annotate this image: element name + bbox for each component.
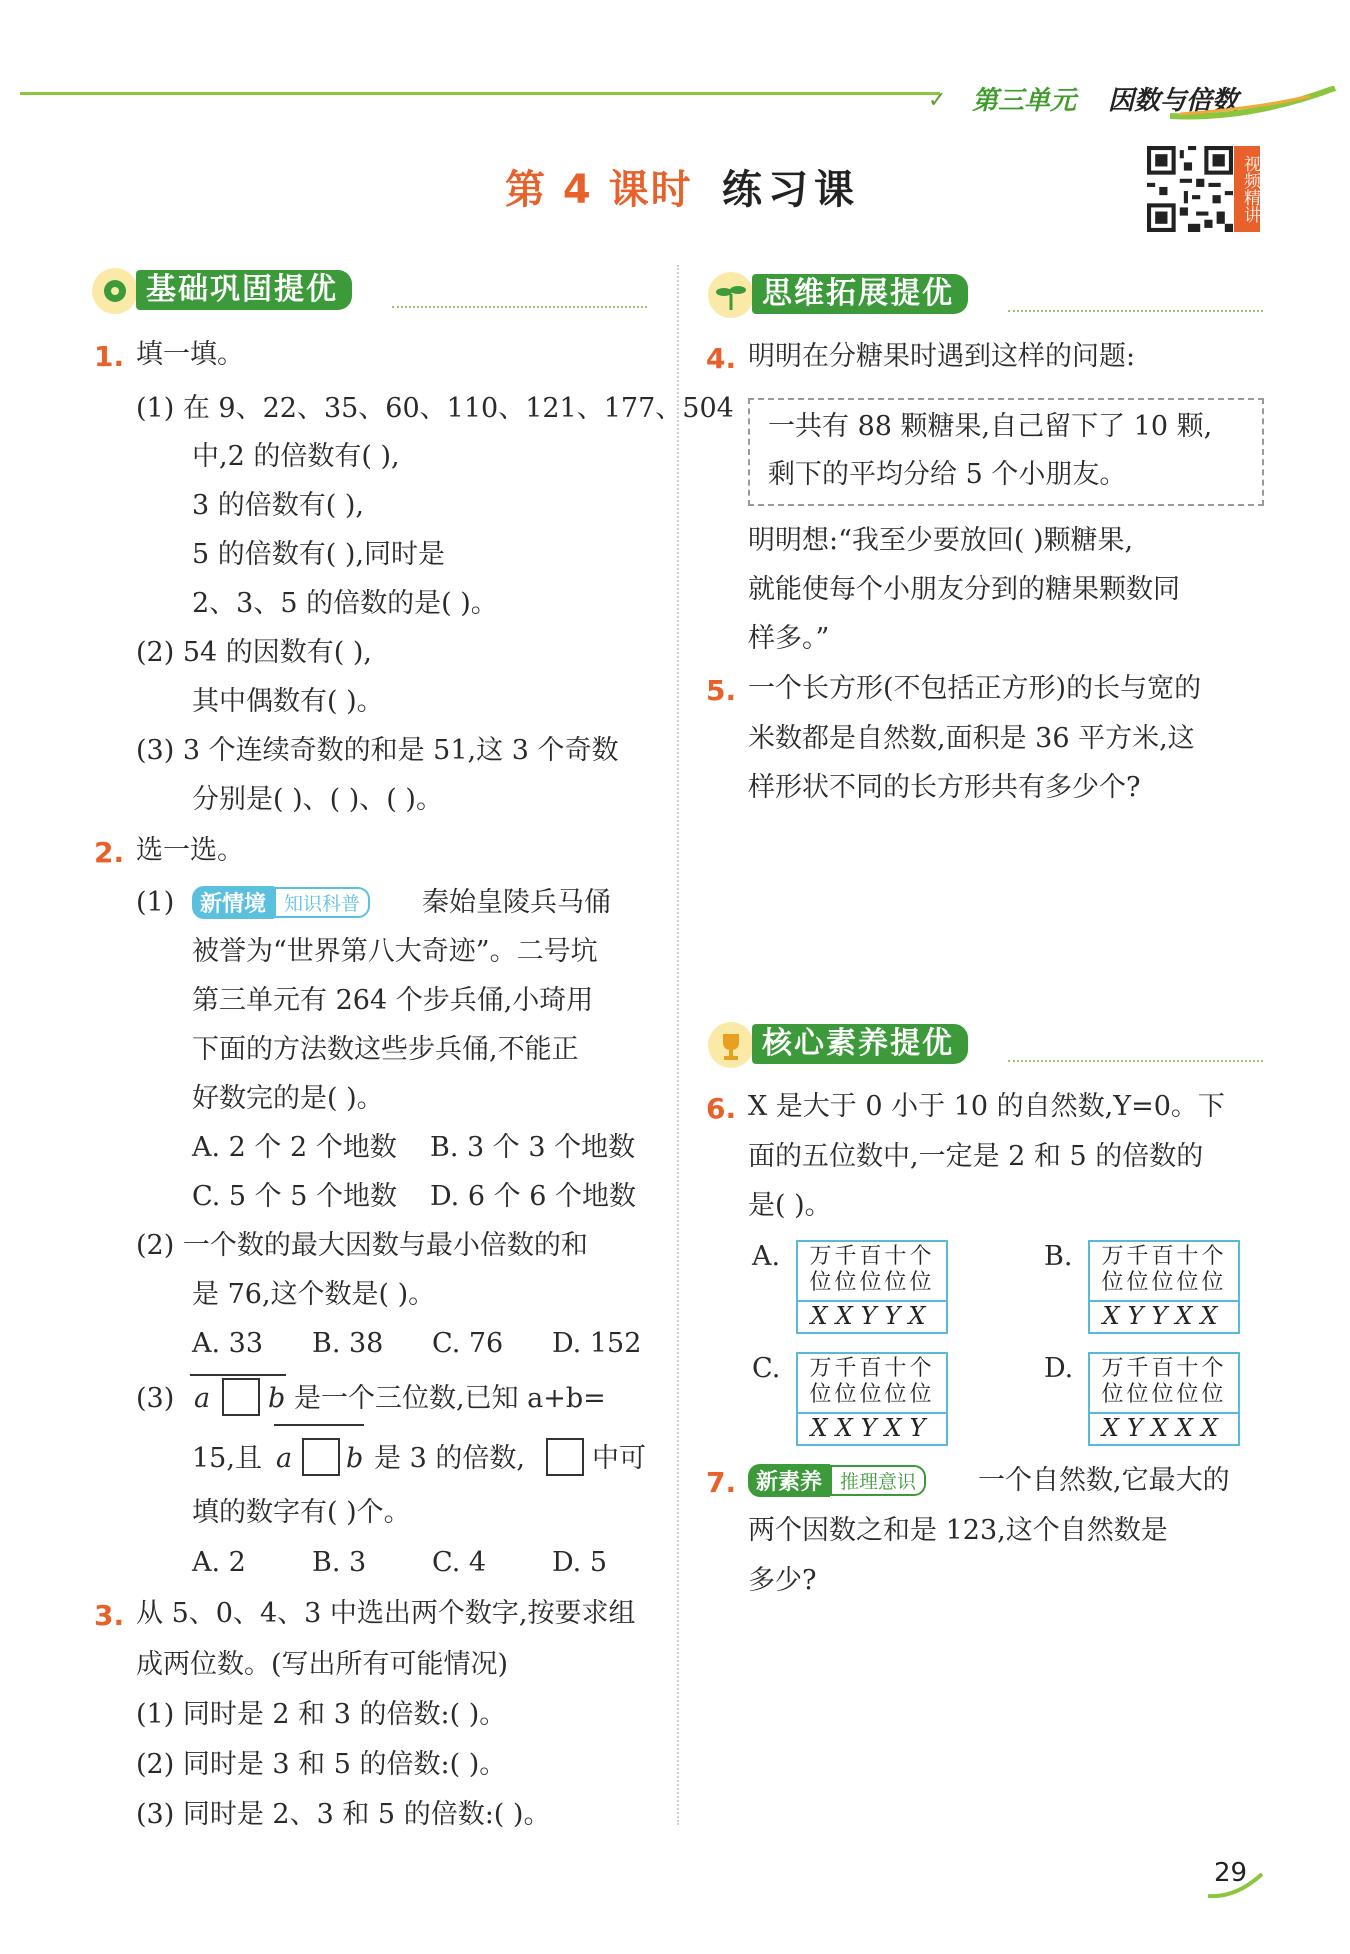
answer-line: (2) 同时是 3 和 5 的倍数:( )。 [136, 1749, 507, 1780]
answer-line: 明明想:“我至少要放回( )颗糖果, [748, 525, 1134, 556]
var-a: a [194, 1383, 211, 1414]
section-core-header [708, 1022, 1268, 1066]
blank-box[interactable] [222, 1378, 260, 1416]
question-title: 选一选。 [136, 835, 244, 866]
question-number: 5. [706, 674, 737, 707]
option[interactable]: D. 152 [552, 1328, 642, 1359]
question-number: 4. [706, 342, 737, 375]
badge-sub: 推理意识 [830, 1465, 926, 1496]
place-value-table-d[interactable]: 万千百十个 位位位位位 XYXXX [1088, 1352, 1240, 1446]
sprout-icon [708, 272, 754, 318]
text-line: 一个长方形(不包括正方形)的长与宽的 [748, 673, 1202, 704]
section-title: 基础巩固提优 [136, 270, 352, 310]
text-line: (2) 一个数的最大因数与最小倍数的和 [136, 1230, 588, 1261]
option[interactable]: D. 6 个 6 个地数 [430, 1181, 636, 1212]
option[interactable]: D. 5 [552, 1547, 608, 1578]
option-label[interactable]: B. [1044, 1241, 1073, 1272]
text-line: 一个自然数,它最大的 [978, 1465, 1230, 1496]
answer-line: 好数完的是( )。 [192, 1083, 384, 1114]
option[interactable]: A. 2 [192, 1547, 246, 1578]
option[interactable]: C. 76 [432, 1328, 504, 1359]
answer-line: 是( )。 [748, 1190, 832, 1221]
question-number: 2. [94, 836, 125, 869]
section-basic-header [92, 268, 652, 312]
text-line: 15,且 [192, 1443, 262, 1474]
question-number: 7. [706, 1466, 737, 1499]
text-line: 样形状不同的长方形共有多少个? [748, 772, 1141, 803]
digits: XXYXY [810, 1414, 934, 1442]
text-line: 被誉为“世界第八大奇迹”。二号坑 [192, 936, 598, 967]
text-line: 样多。” [748, 623, 830, 654]
answer-line: 分别是( )、( )、( )。 [192, 784, 443, 815]
text-line: 是 3 的倍数, [374, 1443, 525, 1474]
header-rule [20, 92, 940, 95]
blank-box[interactable] [546, 1438, 584, 1476]
option[interactable]: B. 38 [312, 1328, 384, 1359]
option-label[interactable]: C. [752, 1353, 781, 1384]
answer-line: 2、3、5 的倍数的是( )。 [192, 588, 498, 619]
text-line: 成两位数。(写出所有可能情况) [136, 1649, 509, 1680]
sub-label: (1) [136, 887, 175, 918]
var-b: b [268, 1383, 286, 1414]
digits: XYYXX [1102, 1302, 1226, 1330]
var-b: b [346, 1443, 364, 1474]
option-label[interactable]: D. [1044, 1353, 1074, 1384]
swoosh-decoration [1170, 86, 1340, 126]
question-number: 1. [94, 340, 125, 373]
context-badge [192, 886, 370, 919]
question-title: 填一填。 [136, 339, 244, 370]
answer-line: 是 76,这个数是( )。 [192, 1279, 436, 1310]
column-divider [677, 265, 679, 1825]
check-icon: ✓ [928, 88, 947, 113]
qr-code-icon[interactable] [1147, 146, 1233, 232]
text-line: (3) 3 个连续奇数的和是 51,这 3 个奇数 [136, 735, 619, 766]
video-label: 视频精讲 [1234, 146, 1260, 232]
answer-line: 3 的倍数有( ), [192, 490, 364, 521]
text-line: 中可 [592, 1443, 646, 1474]
answer-line: 填的数字有( )个。 [192, 1497, 411, 1528]
answer-line: 中,2 的倍数有( ), [192, 441, 400, 472]
question-number: 3. [94, 1599, 125, 1632]
text-line: 是一个三位数,已知 a+b= [294, 1383, 606, 1414]
unit-title: 因数与倍数 [1108, 86, 1239, 116]
text-line: 多少? [748, 1565, 817, 1596]
text-line: 面的五位数中,一定是 2 和 5 的倍数的 [748, 1141, 1204, 1172]
lesson-subtitle: 练习课 [722, 167, 860, 213]
option[interactable]: A. 2 个 2 个地数 [192, 1132, 397, 1163]
text-line: X 是大于 0 小于 10 的自然数,Y=0。下 [748, 1091, 1225, 1122]
badge-main: 新情境 [192, 886, 274, 919]
sub-label: (3) [136, 1383, 175, 1414]
option[interactable]: A. 33 [192, 1328, 264, 1359]
place-value-table-a[interactable]: 万千百十个 位位位位位 XXYYX [796, 1240, 948, 1334]
answer-line: 其中偶数有( )。 [192, 686, 384, 717]
place-value-table-b[interactable]: 万千百十个 位位位位位 XYYXX [1088, 1240, 1240, 1334]
unit-label: 第三单元 [972, 86, 1077, 116]
digits: XYXXX [1101, 1414, 1227, 1442]
overline [274, 1424, 364, 1426]
blank-box[interactable] [302, 1438, 340, 1476]
lesson-title: 第 4 课时 [505, 167, 693, 213]
option[interactable]: B. 3 [312, 1547, 367, 1578]
box-line: 剩下的平均分给 5 个小朋友。 [768, 459, 1127, 490]
text-line: 从 5、0、4、3 中选出两个数字,按要求组 [136, 1598, 636, 1629]
digits: XXYYX [810, 1302, 934, 1330]
overline [190, 1374, 286, 1376]
text-line: 第三单元有 264 个步兵俑,小琦用 [192, 985, 594, 1016]
option[interactable]: C. 4 [432, 1547, 487, 1578]
option-label[interactable]: A. [752, 1241, 781, 1272]
section-title: 核心素养提优 [752, 1024, 968, 1064]
answer-line: 5 的倍数有( ),同时是 [192, 539, 445, 570]
text-line: 明明在分糖果时遇到这样的问题: [748, 341, 1136, 372]
literacy-badge [748, 1464, 926, 1497]
option[interactable]: C. 5 个 5 个地数 [192, 1181, 397, 1212]
badge-sub: 知识科普 [274, 887, 370, 918]
text-line: (1) 在 9、22、35、60、110、121、177、504 [136, 393, 734, 424]
answer-line: (3) 同时是 2、3 和 5 的倍数:( )。 [136, 1799, 551, 1830]
trophy-icon [708, 1022, 754, 1068]
text-line: 米数都是自然数,面积是 36 平方米,这 [748, 723, 1195, 754]
page-number: 29 [1214, 1858, 1248, 1888]
var-a: a [276, 1443, 293, 1474]
badge-main: 新素养 [748, 1464, 830, 1497]
text-line: 秦始皇陵兵马俑 [422, 887, 611, 918]
section-title: 思维拓展提优 [752, 274, 968, 314]
answer-line: (2) 54 的因数有( ), [136, 637, 372, 668]
option[interactable]: B. 3 个 3 个地数 [430, 1132, 636, 1163]
text-line: 下面的方法数这些步兵俑,不能正 [192, 1034, 579, 1065]
text-line: 两个因数之和是 123,这个自然数是 [748, 1515, 1168, 1546]
place-value-table-c[interactable]: 万千百十个 位位位位位 XXYXY [796, 1352, 948, 1446]
question-number: 6. [706, 1092, 737, 1125]
page-swoosh [1206, 1870, 1266, 1900]
box-line: 一共有 88 颗糖果,自己留下了 10 颗, [768, 411, 1213, 442]
text-line: 就能使每个小朋友分到的糖果颗数同 [748, 574, 1180, 605]
gear-icon [92, 268, 138, 314]
answer-line: (1) 同时是 2 和 3 的倍数:( )。 [136, 1699, 507, 1730]
section-thinking-header [708, 272, 1268, 316]
